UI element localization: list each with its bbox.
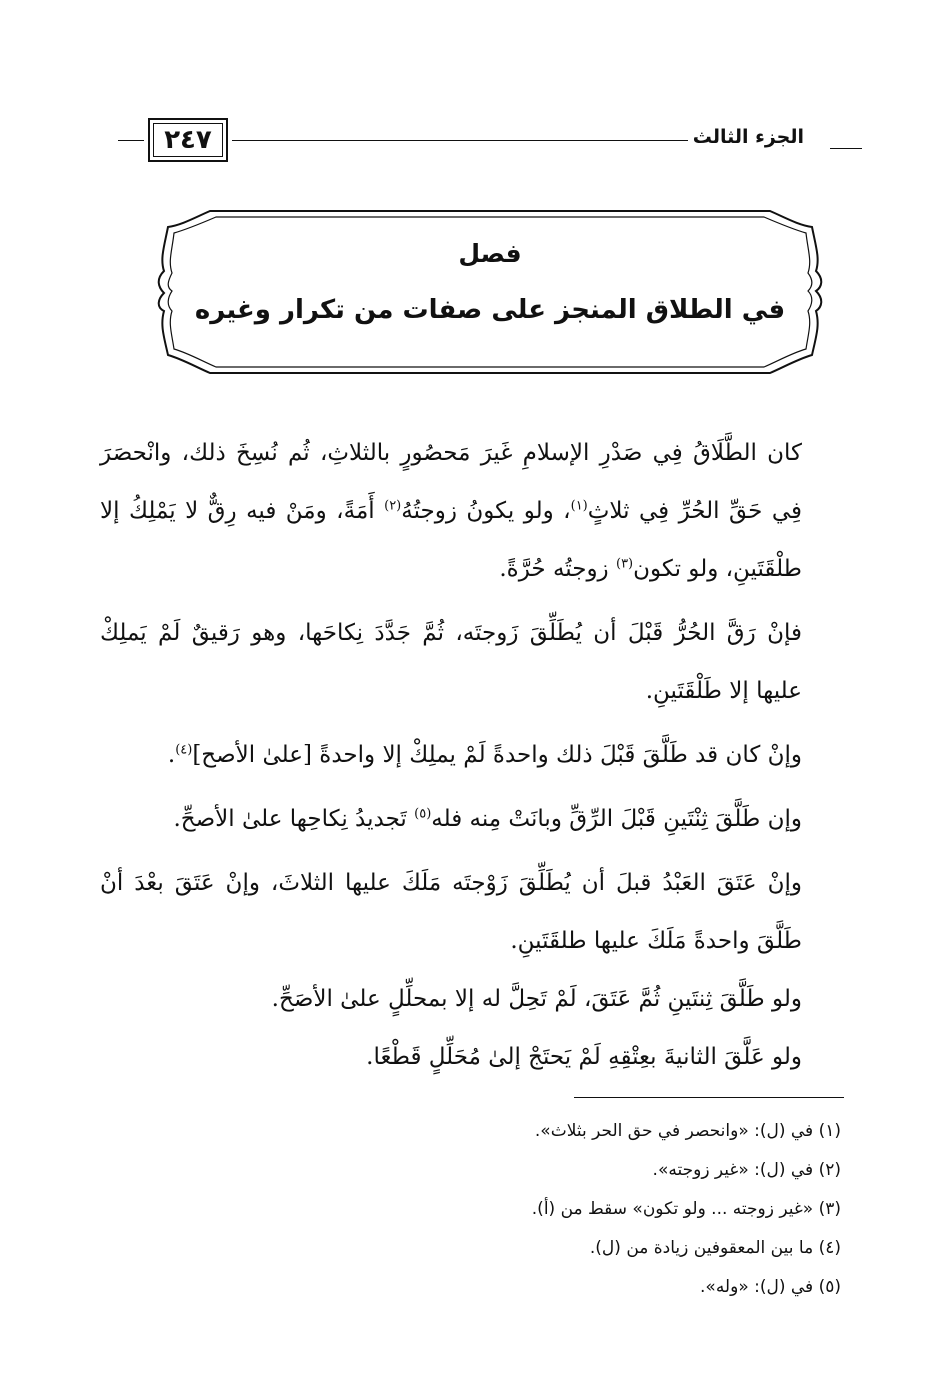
running-header: [118, 118, 862, 168]
main-text: [100, 424, 840, 1086]
section-subheading: في الطلاق المنجز على صفات من تكرار وغيره: [194, 295, 786, 325]
paragraph-1-text-b: ، ولو يكونُ زوجتُهُ: [401, 498, 571, 524]
footnote-ref-3: (٣): [615, 556, 634, 572]
footnote-ref-2: (٢): [384, 498, 402, 514]
footnote-1: (١) في (ل): «وانحصر في حق الحر بثلاث».: [534, 1121, 841, 1141]
paragraph-1: [100, 424, 840, 598]
paragraph-3: [100, 726, 840, 784]
footnote-4: (٤) ما بين المعقوفين زيادة من (ل).: [589, 1238, 841, 1258]
paragraph-4: [100, 790, 840, 848]
footnote-2: (٢) في (ل): «غير زوجته».: [652, 1160, 841, 1180]
ornamental-frame-border: [152, 207, 828, 377]
page-number-box: [148, 118, 228, 162]
footnotes: [532, 1112, 841, 1307]
paragraph-1-text-a: كان الطَّلَاقُ فِي صَدْرِ الإسلامِ غَيرَ مَحصُورٍ بالثلاثِ، ثُم نُسِخَ ذلك، وانْحصَرَ فِي حَقِّ الحُرِّ فِي ثلاثٍ: [100, 440, 802, 524]
footnote-ref-5: (٥): [414, 806, 432, 822]
footnote-3: (٣) «غير زوجته ... ولو تكون» سقط من (أ).: [531, 1199, 841, 1219]
footnote-separator: [574, 1097, 844, 1098]
header-rule-left: [118, 140, 144, 141]
book-part-title: الجزء الثالث: [692, 126, 804, 148]
section-title-frame: [152, 207, 828, 377]
paragraph-4-text: وإن طَلَّقَ ثِنْتَينِ قَبْلَ الرِّقِّ وبانَتْ مِنه فله: [431, 806, 802, 832]
paragraph-4-end: تَجديدُ نِكاحِها علىٰ الأصحِّ.: [173, 806, 415, 832]
paragraph-1-text-d: زوجتُه حُرَّةً.: [499, 556, 616, 582]
paragraph-3-end: .: [167, 742, 176, 768]
header-rule-right: [830, 148, 862, 149]
section-heading: فصل: [458, 239, 522, 268]
paragraph-5: وإنْ عَتَقَ العَبْدُ قبلَ أن يُطَلِّقَ زَوْجتَه مَلَكَ عليها الثلاثَ، وإنْ عَتَقَ بعْدَ أنْ طَلَّقَ واحدةً مَلَكَ عليها طلقَتَينِ.: [100, 870, 802, 954]
paragraph-2: فإنْ رَقَّ الحُرُّ قَبْلَ أن يُطَلِّقَ زَوجتَه، ثُمَّ جَدَّدَ نِكاحَها، وهو رَقيقٌ لَمْ يَملِكْ عليها إلا طَلْقَتَينِ.: [100, 620, 802, 704]
footnote-ref-1: (١): [570, 498, 588, 514]
page-number: ٢٤٧: [164, 125, 212, 155]
paragraph-1-text-c: أَمَةً، ومَنْ فيه رِقٌّ لا يَمْلِكُ إلا طلْقَتَينِ، ولو تكون: [100, 498, 802, 582]
footnote-ref-4: (٤): [175, 742, 193, 758]
paragraph-3-text: وإنْ كان قد طَلَّقَ قَبْلَ ذلك واحدةً لَمْ يملِكْ إلا واحدةً [علىٰ الأصح]: [192, 742, 802, 768]
footnote-5: (٥) في (ل): «وله».: [700, 1277, 841, 1297]
header-rule-middle: [232, 140, 688, 141]
paragraph-7: ولو عَلَّقَ الثانيةَ بعِتْقِهِ لَمْ يَحتَجْ إلىٰ مُحَلِّلٍ قَطْعًا.: [366, 1044, 802, 1070]
paragraph-6: ولو طَلَّقَ ثِنتَينِ ثُمَّ عَتَقَ، لَمْ تَحِلَّ له إلا بمحلِّلٍ علىٰ الأصَحِّ.: [271, 986, 802, 1012]
